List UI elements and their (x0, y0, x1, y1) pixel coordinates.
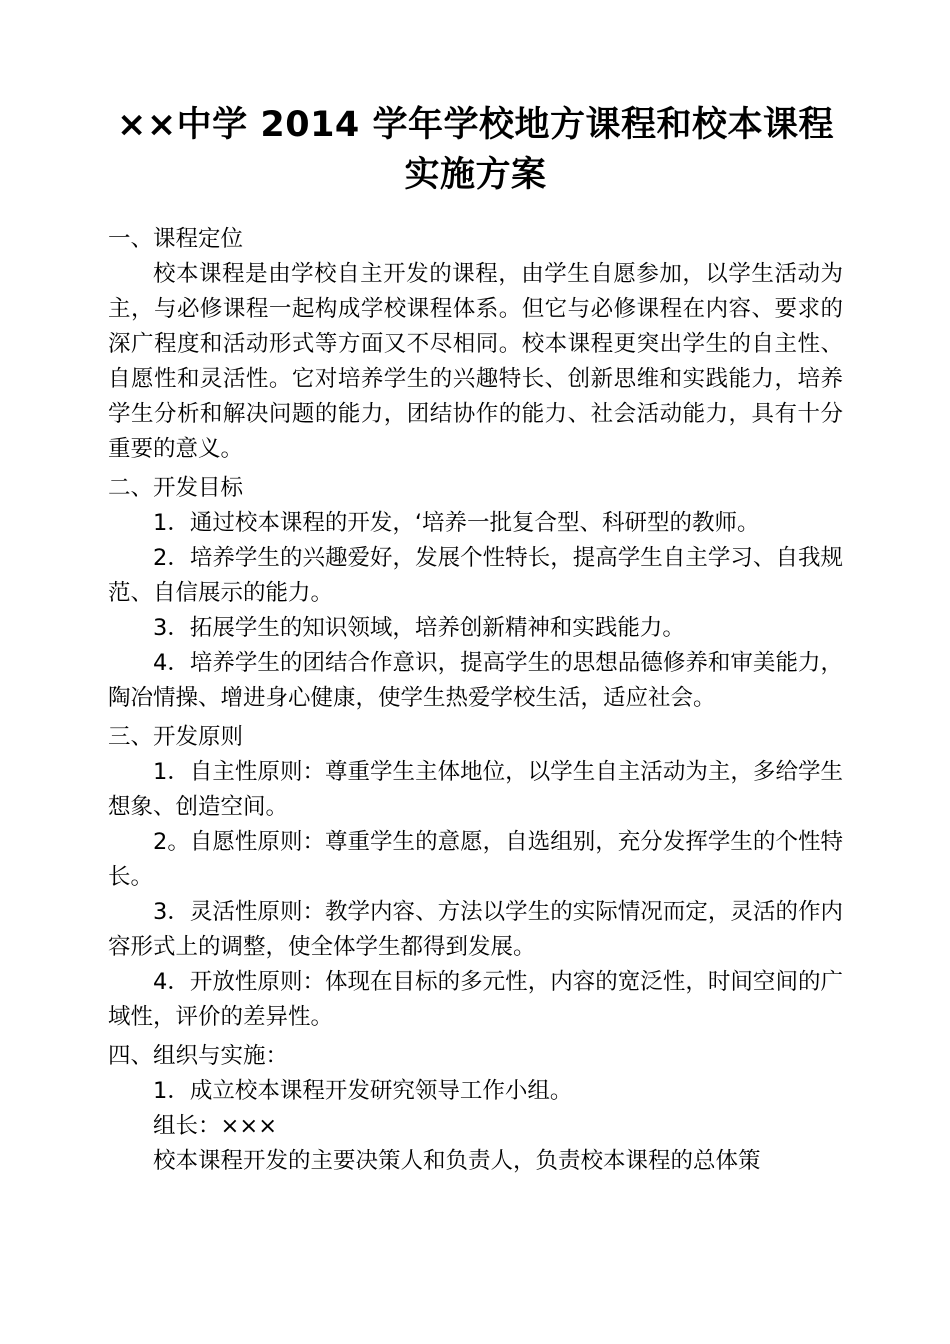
title-line-2: 实施方案 (404, 155, 547, 195)
section-heading: 三、开发原则 (108, 724, 244, 750)
list-item: 1．成立校本课程开发研究领导工作小组。 (153, 1078, 573, 1104)
body-paragraph: 校本课程开发的主要决策人和负责人，负责校本课程的总体策 (153, 1148, 761, 1174)
list-item: 4．开放性原则：体现在目标的多元性，内容的宽泛性，时间空间的广域性，评价的差异性。 (108, 969, 843, 1030)
list-item: 3．灵活性原则：教学内容、方法以学生的实际情况而定，灵活的作内容形式上的调整，使全体学生都得到发展。 (108, 899, 843, 960)
section-heading: 四、组织与实施： (108, 1043, 289, 1069)
list-item: 3．拓展学生的知识领域，培养创新精神和实践能力。 (153, 615, 685, 641)
document-page (108, 100, 843, 1179)
body-paragraph: 校本课程是由学校自主开发的课程，由学生自愿参加，以学生活动为主，与必修课程一起构成学校课程体系。但它与必修课程在内容、要求的深广程度和活动形式等方面又不尽相同。校本课程更突出学生的自主性、自愿性和灵活性。它对培养学生的兴趣特长、创新思维和实践能力，培养学生分析和解决问题的能力，团结协作的能力、社会活动能力，具有十分重要的意义。 (108, 261, 843, 462)
team-leader-line: 组长：××× (153, 1113, 278, 1139)
section-development-principles (108, 720, 843, 1035)
title-line-1: ××中学 2014 学年学校地方课程和校本课程 (117, 105, 834, 145)
list-item: 2。自愿性原则：尊重学生的意愿，自选组别，充分发挥学生的个性特长。 (108, 829, 843, 890)
list-item: 1．自主性原则：尊重学生主体地位，以学生自主活动为主，多给学生想象、创造空间。 (108, 759, 843, 820)
section-organization-implementation (108, 1039, 843, 1179)
section-heading: 一、课程定位 (108, 226, 244, 252)
section-development-goals (108, 471, 843, 716)
document-title (108, 100, 843, 200)
section-course-positioning (108, 222, 843, 467)
section-heading: 二、开发目标 (108, 475, 244, 501)
list-item: 1．通过校本课程的开发，‘培养一批复合型、科研型的教师。 (153, 510, 760, 536)
list-item: 4．培养学生的团结合作意识，提高学生的思想品德修养和审美能力，陶冶情操、增进身心健康，使学生热爱学校生活，适应社会。 (108, 650, 843, 711)
list-item: 2．培养学生的兴趣爱好，发展个性特长，提高学生自主学习、自我规范、自信展示的能力。 (108, 545, 843, 606)
